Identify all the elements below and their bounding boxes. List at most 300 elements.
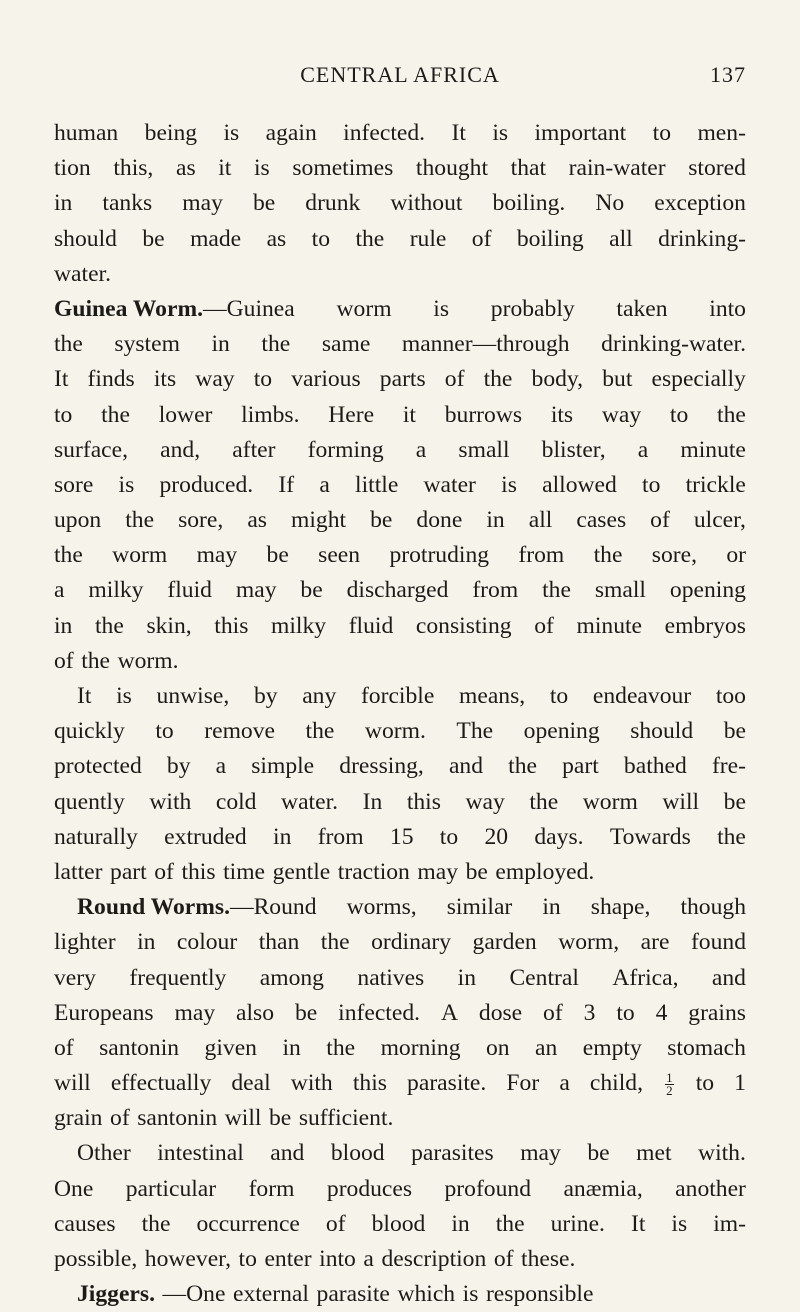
word: worm, [558, 929, 620, 956]
word: way [465, 788, 505, 815]
word: enter [264, 1246, 312, 1272]
word: that [510, 155, 547, 182]
word: be [142, 225, 165, 252]
word: after [232, 436, 276, 463]
word: of [650, 507, 670, 534]
word: given [204, 1034, 257, 1061]
word: the [593, 542, 623, 569]
word: to [155, 718, 174, 745]
text-line [54, 609, 746, 644]
word: ulcer, [693, 507, 746, 534]
word: the [54, 331, 83, 358]
word: empty [582, 1034, 642, 1061]
word: be [266, 542, 289, 569]
word: external [232, 1281, 309, 1308]
word: discharged [346, 577, 449, 604]
word: sore [54, 471, 94, 498]
word: of [325, 1210, 346, 1237]
word: way [195, 366, 235, 393]
word: parts [379, 366, 426, 393]
word: among [259, 964, 324, 991]
word: may [520, 1140, 561, 1167]
word: any [302, 683, 337, 709]
word: fluid [167, 577, 212, 604]
text-line [54, 1031, 746, 1066]
word: It [54, 366, 69, 393]
word: a [363, 1246, 374, 1272]
word: again [265, 120, 317, 146]
word: parasite. [407, 1070, 487, 1097]
word: Towards [609, 823, 691, 850]
word: 15 [389, 823, 414, 850]
word: santonin [137, 1105, 218, 1132]
word: it [218, 155, 232, 182]
word: responsible [485, 1281, 594, 1308]
word: form [248, 1175, 295, 1202]
word: of [444, 366, 465, 393]
word: made [190, 225, 242, 252]
word: boiling [516, 225, 584, 252]
word: blister, [541, 436, 606, 463]
word: embryos [664, 612, 746, 639]
word: will [662, 788, 700, 815]
word: in [486, 507, 505, 534]
word: in [282, 1034, 301, 1061]
word: cases [576, 507, 627, 534]
word: natives [357, 964, 425, 991]
word: child, [589, 1070, 643, 1097]
word: sore, [178, 507, 224, 534]
word: the [101, 401, 130, 428]
word: opening [669, 577, 746, 604]
word: seen [318, 542, 361, 569]
word: water [423, 471, 476, 498]
word: though [680, 894, 746, 921]
word: may [174, 999, 216, 1026]
word: It [77, 683, 92, 709]
text-line [54, 398, 746, 433]
word: to [253, 366, 273, 393]
text-line [54, 925, 746, 960]
word: without [390, 190, 463, 217]
word: its [153, 366, 177, 393]
fraction-denominator: 2 [666, 1083, 673, 1099]
word: but [602, 366, 633, 393]
word: thought [415, 155, 489, 182]
word: may [235, 577, 277, 604]
word: drinking-water. [601, 331, 746, 358]
word: possible, [54, 1246, 138, 1272]
word: and [448, 753, 484, 780]
word: Here [328, 401, 375, 428]
word: which [397, 1281, 456, 1308]
body-text [54, 116, 746, 1312]
word: the [529, 788, 559, 815]
word: It [630, 1210, 646, 1237]
word: these. [521, 1246, 576, 1272]
word: fluid [348, 612, 394, 639]
word: Africa, [612, 964, 679, 991]
word: from [317, 823, 364, 850]
word: to [311, 225, 331, 252]
word: effectually [110, 1070, 212, 1097]
section-heading: Round Worms. [77, 894, 230, 921]
word: time [223, 858, 266, 885]
fraction-numerator: 1 [666, 1070, 673, 1086]
word: bathed [623, 753, 687, 780]
word: the [355, 225, 385, 252]
word: into [709, 295, 746, 322]
word: to [616, 999, 635, 1026]
word: small [594, 577, 646, 604]
word: The [456, 718, 494, 745]
word: protected [54, 753, 142, 780]
word: all [609, 225, 633, 252]
word: sometimes [292, 155, 394, 182]
word: a [637, 436, 649, 463]
word: might [291, 507, 347, 534]
word: In [362, 788, 383, 815]
word: probably [490, 295, 575, 322]
word: to [439, 823, 459, 850]
word: on [485, 1034, 510, 1061]
word: be [465, 858, 488, 885]
text-line [54, 573, 746, 608]
word: a [319, 471, 330, 498]
word: in [457, 964, 477, 991]
text-line [54, 468, 746, 503]
word: as [247, 507, 267, 534]
section-heading: Jiggers. [77, 1281, 155, 1308]
word: is [223, 120, 240, 146]
word: similar [446, 894, 513, 921]
fraction [663, 1066, 676, 1101]
word: of [154, 858, 174, 885]
word: than [258, 929, 300, 956]
text-line [54, 714, 746, 749]
word: a [559, 1070, 570, 1097]
word: occurrence [196, 1210, 300, 1237]
text-line [54, 222, 746, 257]
word: human [54, 120, 119, 146]
word: grains [688, 999, 746, 1026]
word: from [472, 577, 519, 604]
word: water. [54, 260, 111, 287]
word: worms, [346, 894, 417, 921]
word: surface, [54, 436, 129, 463]
page-number: 137 [710, 62, 746, 87]
word: gentle [272, 858, 331, 885]
text-line [54, 785, 746, 820]
word: the [483, 366, 513, 393]
word: be [723, 718, 746, 745]
word: traction [337, 858, 410, 885]
word: burrows [444, 401, 523, 428]
text-line: Jiggers. —One external parasite which is responsible [54, 1277, 746, 1312]
text-line [54, 961, 746, 996]
word: as [266, 225, 287, 252]
text-line [54, 644, 746, 679]
word: system [114, 331, 180, 358]
word: will [224, 1105, 262, 1132]
word: taken [616, 295, 668, 322]
word: manner—through [401, 331, 570, 358]
word: part [562, 753, 599, 780]
word: in [542, 894, 561, 921]
word: blood [371, 1210, 426, 1237]
text-line [54, 996, 746, 1031]
word: may [182, 190, 223, 217]
word: is [671, 1210, 688, 1237]
word: drinking- [658, 225, 746, 252]
word: body, [531, 366, 584, 393]
word: Central [509, 964, 579, 991]
word: little [355, 471, 399, 498]
word: be [269, 1105, 292, 1132]
word: is [433, 295, 450, 322]
word: as [175, 155, 196, 182]
word: way [601, 401, 642, 428]
word: naturally [54, 823, 138, 850]
word: 3 [583, 999, 596, 1026]
word: im- [713, 1210, 746, 1237]
word: allowed [542, 471, 617, 498]
word: simple [251, 753, 315, 780]
word: opening [523, 718, 600, 745]
text-line [54, 1066, 746, 1101]
word: infected. [343, 120, 426, 146]
word: be [370, 507, 393, 534]
word: shape, [590, 894, 651, 921]
word: No [595, 190, 625, 217]
word: limbs. [241, 401, 300, 428]
word: skin, [146, 612, 192, 639]
word: an [535, 1034, 558, 1061]
word: frequently [129, 964, 227, 991]
word: Other [77, 1140, 131, 1167]
word: to [669, 401, 689, 428]
word: forcible [360, 683, 435, 709]
word: dose [478, 999, 523, 1026]
word: the [141, 1210, 171, 1237]
word: another [675, 1175, 746, 1202]
word: be [294, 999, 318, 1026]
word: profound [444, 1175, 531, 1202]
word: also [236, 999, 275, 1026]
word: garden [472, 929, 537, 956]
word: the [326, 1034, 356, 1061]
word: be [252, 190, 276, 217]
word: in [273, 823, 292, 850]
text-line [54, 855, 746, 890]
word: worm. [117, 647, 179, 674]
word: grain [54, 1105, 103, 1132]
word: fre- [711, 753, 746, 780]
text-line [54, 538, 746, 573]
word: worm [336, 295, 392, 322]
text-line [54, 820, 746, 855]
word: lighter [54, 929, 116, 956]
word: It [451, 120, 466, 146]
word: into [319, 1246, 356, 1272]
word: infected. [338, 999, 421, 1026]
word: forming [307, 436, 384, 463]
word: milky [88, 577, 144, 604]
word: the [54, 542, 83, 569]
running-head [54, 62, 746, 92]
word: ordinary [371, 929, 452, 956]
word: santonin [99, 1034, 180, 1061]
text-line [54, 1136, 746, 1171]
word: dressing, [339, 753, 424, 780]
word: morning [380, 1034, 461, 1061]
text-line [54, 1207, 746, 1242]
word: the [542, 577, 571, 604]
word: is [254, 155, 270, 182]
word: sufficient. [298, 1105, 394, 1132]
word: and [711, 964, 746, 991]
word: produced. [159, 471, 254, 498]
word: minute [680, 436, 746, 463]
text-line [54, 1172, 746, 1207]
text-line [54, 503, 746, 538]
word: stomach [667, 1034, 746, 1061]
word: however, [144, 1246, 231, 1272]
word: endeavour [592, 683, 692, 709]
word: being [144, 120, 198, 146]
word: with. [698, 1140, 746, 1167]
word: of [543, 999, 563, 1026]
word: and [270, 1140, 305, 1167]
word: water. [281, 788, 339, 815]
word: days. [534, 823, 584, 850]
word: colour [176, 929, 238, 956]
word: tion [54, 155, 91, 182]
word: the [717, 823, 746, 850]
word: upon [54, 507, 102, 534]
word: to [54, 401, 73, 428]
word: all [528, 507, 553, 534]
word: small [458, 436, 510, 463]
word: worm [112, 542, 168, 569]
word: blood [330, 1140, 385, 1167]
word: will [54, 1070, 91, 1097]
word: quently [54, 788, 125, 815]
word: cold [215, 788, 257, 815]
word: exception [654, 190, 746, 217]
word: protruding [389, 542, 490, 569]
word: unwise, [156, 683, 230, 709]
text-line [54, 116, 746, 151]
word: the [305, 718, 335, 745]
word: the [261, 331, 291, 358]
word: should [54, 225, 117, 252]
word: in [54, 612, 73, 639]
word: means, [459, 683, 526, 709]
word: of [110, 1105, 130, 1132]
word: particular [125, 1175, 217, 1202]
word: A [440, 999, 458, 1026]
word: from [518, 542, 565, 569]
word: this, [113, 155, 154, 182]
word: stored [688, 155, 746, 182]
word: parasite [316, 1281, 390, 1308]
text-line [54, 362, 746, 397]
word: be [587, 1140, 610, 1167]
word: to [652, 120, 672, 146]
word: same [321, 331, 371, 358]
word: various [291, 366, 361, 393]
word: milky [271, 612, 327, 639]
word: of [493, 1246, 514, 1272]
word: this [352, 1070, 387, 1097]
word: causes [54, 1210, 116, 1237]
word: is [462, 1281, 479, 1308]
word: of [54, 1034, 74, 1061]
text-line [54, 151, 746, 186]
word: deal [231, 1070, 271, 1097]
text-line [54, 1242, 746, 1277]
word: to [549, 683, 569, 709]
word: latter [54, 858, 103, 885]
word: intestinal [157, 1140, 244, 1167]
word: done [416, 507, 463, 534]
word: sore, [651, 542, 697, 569]
word: worm [582, 788, 638, 815]
word: finds [87, 366, 135, 393]
word: to [642, 471, 661, 498]
section-heading: Guinea Worm. [54, 295, 204, 322]
word: anæmia, [563, 1175, 643, 1202]
word: a [54, 577, 65, 604]
word: rain-water [568, 155, 666, 182]
word: with [290, 1070, 333, 1097]
text-line [54, 749, 746, 784]
word: is [118, 471, 135, 498]
word: in [137, 929, 156, 956]
word: this [214, 612, 249, 639]
word: parasites [411, 1140, 494, 1167]
word: a [415, 436, 427, 463]
text-line [54, 1101, 746, 1136]
word: 20 [484, 823, 509, 850]
word: too [715, 683, 746, 709]
word: may [417, 858, 459, 885]
word: very [54, 964, 96, 991]
word: may [196, 542, 238, 569]
word: and, [160, 436, 201, 463]
word: produces [326, 1175, 413, 1202]
word: be [300, 577, 323, 604]
word: met [636, 1140, 672, 1167]
word: it [402, 401, 416, 428]
word: boiling. [492, 190, 566, 217]
word: in [211, 331, 230, 358]
word: Europeans [54, 999, 154, 1026]
word: trickle [685, 471, 746, 498]
word: employed. [495, 858, 595, 885]
word: especially [651, 366, 746, 393]
word: its [550, 401, 574, 428]
word: consisting [415, 612, 512, 639]
word: is [492, 120, 509, 146]
word: the [94, 612, 124, 639]
word: be [723, 788, 746, 815]
word: of [471, 225, 492, 252]
word: the [495, 1210, 525, 1237]
word: the [125, 507, 155, 534]
word: is [501, 471, 517, 498]
